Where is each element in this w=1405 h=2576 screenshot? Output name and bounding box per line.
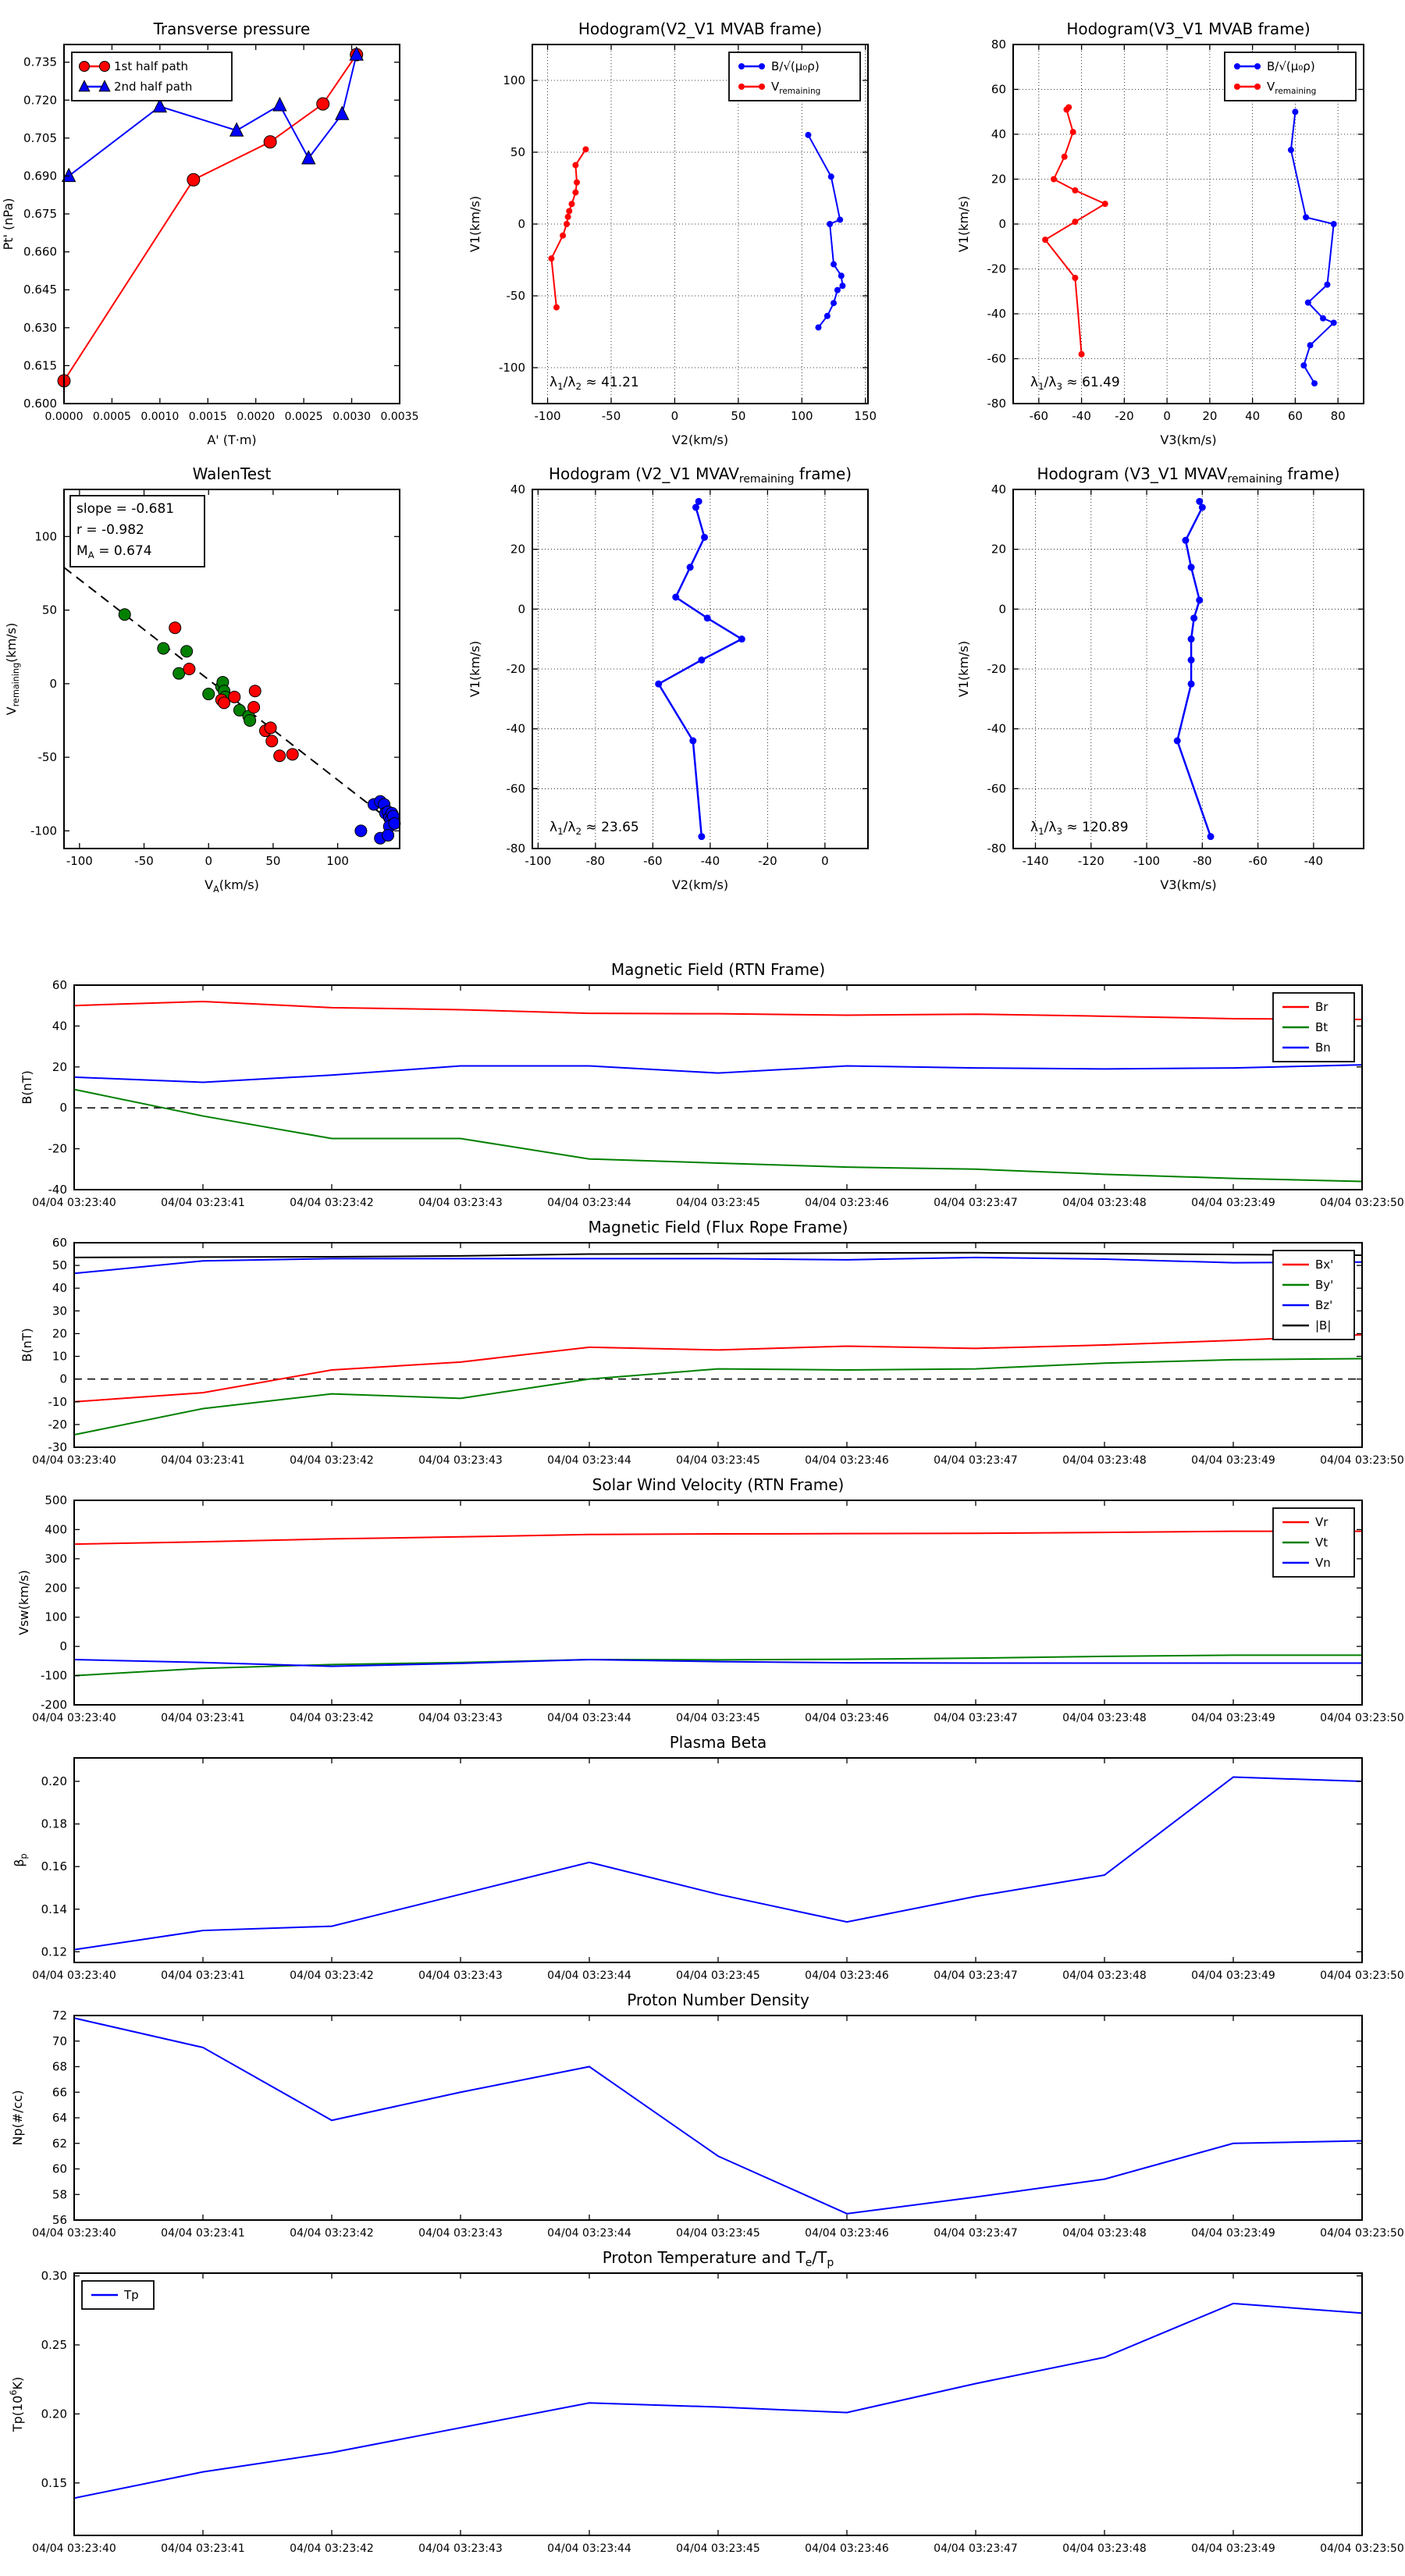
svg-text:04/04 03:23:43: 04/04 03:23:43: [418, 1454, 503, 1467]
svg-text:300: 300: [44, 1551, 67, 1566]
svg-text:30: 30: [52, 1304, 67, 1318]
svg-text:64: 64: [52, 2111, 67, 2125]
svg-text:-60: -60: [987, 781, 1006, 796]
svg-text:40: 40: [1245, 409, 1261, 423]
svg-text:04/04 03:23:42: 04/04 03:23:42: [290, 2227, 374, 2240]
svg-text:MA = 0.674: $M_A = 0.674$: [76, 543, 152, 560]
svg-text:04/04 03:23:43: 04/04 03:23:43: [418, 2542, 503, 2555]
svg-text:100: 100: [326, 854, 349, 868]
svg-text:04/04 03:23:46: 04/04 03:23:46: [805, 1969, 889, 1982]
svg-text:40: 40: [991, 482, 1006, 496]
svg-text:0: 0: [821, 854, 829, 868]
svg-text:04/04 03:23:44: 04/04 03:23:44: [547, 1197, 631, 1209]
svg-text:-40: -40: [48, 1183, 67, 1197]
svg-text:04/04 03:23:45: 04/04 03:23:45: [676, 2542, 760, 2555]
chart-title: Hodogram (V3_V1 $MVAV_{remaining}$ frame): [1037, 464, 1340, 486]
svg-text:04/04 03:23:45: 04/04 03:23:45: [676, 2227, 760, 2240]
chart-title: WalenTest: [192, 464, 272, 483]
svg-text:0.25: 0.25: [41, 2337, 67, 2352]
svg-text:-10: -10: [48, 1394, 67, 1409]
svg-text:04/04 03:23:47: 04/04 03:23:47: [934, 1969, 1018, 1982]
svg-text:20: 20: [991, 542, 1006, 557]
svg-text:04/04 03:23:42: 04/04 03:23:42: [290, 1197, 374, 1209]
chart-title: Magnetic Field (Flux Rope Frame): [588, 1218, 848, 1236]
svg-text:04/04 03:23:40: 04/04 03:23:40: [32, 1712, 116, 1724]
svg-text:200: 200: [44, 1581, 67, 1596]
svg-text:Vremaining: $V_{remaining}$: [1267, 80, 1317, 96]
svg-text:0.600: 0.600: [23, 397, 57, 411]
svg-text:04/04 03:23:50: 04/04 03:23:50: [1320, 1969, 1404, 1982]
svg-text:40: 40: [991, 127, 1006, 141]
svg-text:-100: -100: [30, 824, 57, 838]
svg-text:50: 50: [510, 145, 525, 159]
svg-text:0.12: 0.12: [41, 1944, 67, 1959]
svg-text:04/04 03:23:42: 04/04 03:23:42: [290, 1454, 374, 1467]
svg-text:04/04 03:23:40: 04/04 03:23:40: [32, 1197, 116, 1209]
svg-text:-50: -50: [134, 854, 154, 868]
annotation: $\lambda_1/\lambda_2 \approx 41.21$: [550, 375, 639, 392]
svg-text:04/04 03:23:44: 04/04 03:23:44: [547, 2542, 631, 2555]
svg-text:04/04 03:23:49: 04/04 03:23:49: [1191, 1969, 1275, 1982]
svg-text:By': By': [1315, 1278, 1334, 1292]
svg-text:0: 0: [59, 1372, 67, 1386]
svg-text:-80: -80: [987, 841, 1006, 856]
svg-text:-40: -40: [506, 721, 525, 736]
svg-text:04/04 03:23:45: 04/04 03:23:45: [676, 1969, 760, 1982]
svg-text:72: 72: [52, 2008, 67, 2023]
svg-text:60: 60: [52, 978, 67, 992]
svg-text:-40: -40: [987, 307, 1006, 321]
svg-text:0.645: 0.645: [23, 283, 57, 297]
svg-text:Br: Br: [1315, 1000, 1329, 1014]
svg-text:Vremaining: $V_{remaining}$: [771, 80, 821, 96]
svg-text:04/04 03:23:50: 04/04 03:23:50: [1320, 1454, 1404, 1467]
svg-text:0.14: 0.14: [41, 1902, 67, 1916]
svg-text:slope = -0.681: slope = -0.681: [76, 501, 175, 517]
svg-text:0.720: 0.720: [23, 93, 57, 108]
annotation: $\lambda_1/\lambda_3 \approx 120.89$: [1030, 820, 1129, 837]
svg-text:20: 20: [510, 542, 525, 557]
svg-text:Vn: Vn: [1315, 1556, 1331, 1570]
svg-text:60: 60: [1287, 409, 1303, 423]
svg-text:-200: -200: [40, 1698, 67, 1712]
svg-text:Bx': Bx': [1315, 1258, 1334, 1272]
svg-text:04/04 03:23:41: 04/04 03:23:41: [161, 1969, 245, 1982]
chart-title: Hodogram(V3_V1 MVAB frame): [1066, 20, 1311, 38]
svg-text:04/04 03:23:48: 04/04 03:23:48: [1062, 1969, 1147, 1982]
svg-text:04/04 03:23:40: 04/04 03:23:40: [32, 1969, 116, 1982]
svg-text:80: 80: [1330, 409, 1346, 423]
svg-text:150: 150: [854, 409, 877, 423]
svg-text:04/04 03:23:48: 04/04 03:23:48: [1062, 2227, 1147, 2240]
legend: [729, 52, 860, 101]
svg-text:2nd half path: 2nd half path: [114, 80, 193, 94]
svg-text:-120: -120: [1077, 854, 1104, 868]
svg-text:0.0015: 0.0015: [188, 411, 227, 423]
svg-text:-20: -20: [758, 854, 777, 868]
svg-text:-80: -80: [987, 397, 1006, 411]
chart-title: Proton Temperature and $T_e/T_p$: [602, 2248, 834, 2269]
svg-text:0.20: 0.20: [41, 2407, 67, 2421]
svg-text:-60: -60: [1248, 854, 1268, 868]
svg-text:-100: -100: [1133, 854, 1161, 868]
y-axis-label: $Tp(10^6K)$: [9, 2376, 25, 2432]
svg-text:04/04 03:23:45: 04/04 03:23:45: [676, 1454, 760, 1467]
svg-text:0.15: 0.15: [41, 2475, 67, 2490]
svg-text:04/04 03:23:43: 04/04 03:23:43: [418, 1197, 503, 1209]
svg-text:04/04 03:23:42: 04/04 03:23:42: [290, 2542, 374, 2555]
svg-text:50: 50: [731, 409, 746, 423]
svg-text:0.0000: 0.0000: [44, 411, 84, 423]
svg-text:0.675: 0.675: [23, 207, 57, 222]
svg-text:04/04 03:23:49: 04/04 03:23:49: [1191, 1712, 1275, 1724]
svg-text:Bt: Bt: [1315, 1020, 1329, 1034]
svg-text:0: 0: [998, 217, 1006, 231]
annotation: $\lambda_1/\lambda_3 \approx 61.49$: [1030, 375, 1120, 392]
legend: [1225, 52, 1356, 101]
svg-text:B/√(μ₀ρ): B/√(μ₀ρ): [1267, 59, 1315, 73]
svg-text:0: 0: [518, 602, 525, 617]
svg-text:-60: -60: [987, 351, 1006, 366]
svg-text:04/04 03:23:40: 04/04 03:23:40: [32, 2227, 116, 2240]
svg-text:0.0025: 0.0025: [284, 411, 323, 423]
svg-text:|B|: |B|: [1315, 1318, 1332, 1332]
chart-title: Hodogram(V2_V1 MVAB frame): [578, 20, 823, 38]
svg-text:-30: -30: [48, 1440, 67, 1454]
svg-text:-40: -40: [987, 721, 1006, 736]
svg-text:0: 0: [518, 217, 525, 231]
svg-text:50: 50: [41, 603, 57, 617]
legend: [72, 52, 232, 101]
info-box: [70, 496, 205, 567]
svg-text:0.705: 0.705: [23, 130, 57, 145]
y-axis-label: Vsw(km/s): [16, 1570, 31, 1635]
x-axis-label: V3(km/s): [1160, 432, 1217, 447]
svg-text:0.18: 0.18: [41, 1816, 67, 1831]
svg-text:04/04 03:23:45: 04/04 03:23:45: [676, 1712, 760, 1724]
svg-text:-50: -50: [506, 289, 525, 303]
svg-text:r = -0.982: r = -0.982: [76, 522, 144, 538]
y-axis-label: Pt' (nPa): [1, 197, 16, 251]
svg-text:0.0020: 0.0020: [237, 411, 276, 423]
svg-text:04/04 03:23:46: 04/04 03:23:46: [805, 2542, 889, 2555]
x-axis-label: V3(km/s): [1160, 877, 1217, 892]
svg-text:0: 0: [49, 676, 57, 691]
svg-text:04/04 03:23:50: 04/04 03:23:50: [1320, 2542, 1404, 2555]
svg-text:0: 0: [59, 1101, 67, 1115]
svg-text:-20: -20: [506, 662, 525, 676]
svg-text:-20: -20: [48, 1417, 67, 1432]
svg-text:60: 60: [52, 2161, 67, 2176]
svg-text:62: 62: [52, 2136, 67, 2151]
svg-text:0.735: 0.735: [23, 55, 57, 69]
svg-text:04/04 03:23:49: 04/04 03:23:49: [1191, 2227, 1275, 2240]
x-axis-label: A' (T·m): [207, 432, 257, 447]
svg-text:04/04 03:23:46: 04/04 03:23:46: [805, 1197, 889, 1209]
svg-text:04/04 03:23:40: 04/04 03:23:40: [32, 2542, 116, 2555]
svg-text:04/04 03:23:40: 04/04 03:23:40: [32, 1454, 116, 1467]
svg-text:04/04 03:23:47: 04/04 03:23:47: [934, 1454, 1018, 1467]
svg-text:100: 100: [790, 409, 813, 423]
svg-text:04/04 03:23:47: 04/04 03:23:47: [934, 1712, 1018, 1724]
svg-text:20: 20: [52, 1326, 67, 1341]
svg-text:0.615: 0.615: [23, 358, 57, 373]
x-axis-label: V2(km/s): [671, 432, 729, 447]
svg-text:Bz': Bz': [1315, 1298, 1333, 1312]
svg-text:50: 50: [265, 854, 281, 868]
chart-title: Proton Number Density: [627, 1991, 809, 2009]
svg-text:-20: -20: [1115, 409, 1134, 423]
svg-text:58: 58: [52, 2187, 67, 2202]
svg-text:04/04 03:23:41: 04/04 03:23:41: [161, 1712, 245, 1724]
svg-text:04/04 03:23:50: 04/04 03:23:50: [1320, 1197, 1404, 1209]
x-axis-label: $V_A(km/s)$: [205, 877, 259, 895]
svg-text:0: 0: [59, 1639, 67, 1654]
svg-text:0.0005: 0.0005: [92, 411, 131, 423]
svg-text:0: 0: [205, 854, 213, 868]
y-axis-label: Np(#/cc): [10, 2090, 25, 2146]
svg-text:100: 100: [503, 73, 525, 87]
svg-text:20: 20: [991, 172, 1006, 187]
svg-text:80: 80: [991, 37, 1006, 52]
svg-text:-100: -100: [534, 409, 561, 423]
legend: [82, 2281, 154, 2309]
svg-text:-100: -100: [525, 854, 552, 868]
svg-text:400: 400: [44, 1522, 67, 1537]
svg-text:60: 60: [991, 82, 1006, 97]
svg-text:-20: -20: [48, 1141, 67, 1156]
chart-title: Solar Wind Velocity (RTN Frame): [592, 1475, 845, 1494]
svg-text:-40: -40: [700, 854, 720, 868]
svg-text:-20: -20: [987, 662, 1006, 676]
svg-text:04/04 03:23:47: 04/04 03:23:47: [934, 2227, 1018, 2240]
svg-text:0: 0: [998, 602, 1006, 617]
svg-text:-100: -100: [66, 854, 93, 868]
svg-text:Vr: Vr: [1315, 1515, 1329, 1529]
svg-text:04/04 03:23:45: 04/04 03:23:45: [676, 1197, 760, 1209]
chart-title: Transverse pressure: [153, 20, 311, 38]
svg-text:04/04 03:23:46: 04/04 03:23:46: [805, 2227, 889, 2240]
svg-text:0.690: 0.690: [23, 169, 57, 183]
svg-text:04/04 03:23:47: 04/04 03:23:47: [934, 2542, 1018, 2555]
chart-title: Hodogram (V2_V1 $MVAV_{remaining}$ frame): [548, 464, 852, 486]
svg-text:10: 10: [52, 1349, 67, 1364]
svg-text:Tp: Tp: [124, 2288, 139, 2302]
y-axis-label: V1(km/s): [468, 195, 482, 253]
svg-text:-50: -50: [601, 409, 621, 423]
svg-text:0.0030: 0.0030: [333, 411, 372, 423]
svg-text:04/04 03:23:48: 04/04 03:23:48: [1062, 2542, 1147, 2555]
svg-text:0.660: 0.660: [23, 244, 57, 259]
svg-text:66: 66: [52, 2085, 67, 2100]
svg-text:04/04 03:23:43: 04/04 03:23:43: [418, 2227, 503, 2240]
legend: [1273, 1251, 1354, 1340]
svg-text:Vt: Vt: [1315, 1535, 1329, 1550]
svg-text:0.30: 0.30: [41, 2268, 67, 2283]
svg-text:-100: -100: [498, 361, 525, 375]
svg-text:04/04 03:23:49: 04/04 03:23:49: [1191, 1197, 1275, 1209]
svg-text:-40: -40: [1304, 854, 1324, 868]
svg-text:-60: -60: [643, 854, 663, 868]
y-axis-label: V1(km/s): [956, 195, 971, 253]
svg-text:0: 0: [670, 409, 679, 423]
svg-text:40: 40: [52, 1281, 67, 1296]
svg-text:-100: -100: [40, 1668, 67, 1683]
svg-text:04/04 03:23:41: 04/04 03:23:41: [161, 1454, 245, 1467]
svg-text:100: 100: [34, 529, 57, 544]
annotation: $\lambda_1/\lambda_2 \approx 23.65$: [550, 820, 639, 837]
svg-text:0.20: 0.20: [41, 1774, 67, 1789]
svg-text:50: 50: [52, 1258, 67, 1273]
x-axis-label: V2(km/s): [671, 877, 729, 892]
svg-text:04/04 03:23:41: 04/04 03:23:41: [161, 2227, 245, 2240]
legend: [1273, 993, 1354, 1062]
legend: [1273, 1508, 1354, 1577]
svg-text:500: 500: [44, 1493, 67, 1507]
svg-text:0.630: 0.630: [23, 320, 57, 335]
svg-text:04/04 03:23:46: 04/04 03:23:46: [805, 1712, 889, 1724]
svg-text:0.0010: 0.0010: [140, 411, 180, 423]
svg-text:04/04 03:23:42: 04/04 03:23:42: [290, 1712, 374, 1724]
svg-text:04/04 03:23:43: 04/04 03:23:43: [418, 1969, 503, 1982]
chart-title: Plasma Beta: [669, 1733, 767, 1752]
svg-text:-60: -60: [1029, 409, 1049, 423]
y-axis-label: $\beta_p$: [12, 1853, 29, 1867]
svg-text:0.16: 0.16: [41, 1859, 67, 1874]
svg-text:04/04 03:23:44: 04/04 03:23:44: [547, 1454, 631, 1467]
svg-text:40: 40: [52, 1019, 67, 1034]
svg-text:04/04 03:23:43: 04/04 03:23:43: [418, 1712, 503, 1724]
svg-text:60: 60: [52, 1236, 67, 1250]
svg-text:-80: -80: [1193, 854, 1212, 868]
y-axis-label: V1(km/s): [468, 640, 482, 698]
y-axis-label: V1(km/s): [956, 640, 971, 698]
svg-text:-140: -140: [1022, 854, 1049, 868]
svg-text:-80: -80: [585, 854, 606, 868]
svg-text:04/04 03:23:44: 04/04 03:23:44: [547, 1712, 631, 1724]
svg-text:04/04 03:23:49: 04/04 03:23:49: [1191, 2542, 1275, 2555]
svg-text:68: 68: [52, 2059, 67, 2074]
svg-text:0.0035: 0.0035: [380, 411, 419, 423]
svg-text:-60: -60: [506, 781, 525, 796]
svg-text:04/04 03:23:48: 04/04 03:23:48: [1062, 1712, 1147, 1724]
y-axis-label: $V_{remaining}(km/s)$: [4, 622, 21, 716]
svg-text:56: 56: [52, 2213, 67, 2227]
svg-text:04/04 03:23:42: 04/04 03:23:42: [290, 1969, 374, 1982]
svg-text:04/04 03:23:50: 04/04 03:23:50: [1320, 1712, 1404, 1724]
svg-text:04/04 03:23:48: 04/04 03:23:48: [1062, 1197, 1147, 1209]
svg-text:100: 100: [44, 1610, 67, 1624]
svg-text:1st half path: 1st half path: [114, 59, 189, 73]
svg-text:-50: -50: [37, 750, 57, 765]
svg-text:04/04 03:23:41: 04/04 03:23:41: [161, 2542, 245, 2555]
svg-text:20: 20: [1202, 409, 1218, 423]
svg-text:0: 0: [1163, 409, 1171, 423]
chart-title: Magnetic Field (RTN Frame): [610, 960, 826, 979]
y-axis-label: B(nT): [20, 1328, 34, 1362]
svg-text:B/√(μ₀ρ): B/√(μ₀ρ): [771, 59, 820, 73]
svg-text:-40: -40: [1072, 409, 1091, 423]
svg-text:04/04 03:23:48: 04/04 03:23:48: [1062, 1454, 1147, 1467]
svg-text:70: 70: [52, 2033, 67, 2048]
svg-text:-80: -80: [506, 841, 525, 856]
svg-text:04/04 03:23:50: 04/04 03:23:50: [1320, 2227, 1404, 2240]
svg-text:04/04 03:23:47: 04/04 03:23:47: [934, 1197, 1018, 1209]
svg-text:04/04 03:23:44: 04/04 03:23:44: [547, 2227, 631, 2240]
svg-text:04/04 03:23:46: 04/04 03:23:46: [805, 1454, 889, 1467]
svg-text:04/04 03:23:44: 04/04 03:23:44: [547, 1969, 631, 1982]
y-axis-label: B(nT): [20, 1070, 34, 1105]
svg-text:Bn: Bn: [1315, 1041, 1331, 1055]
svg-text:-20: -20: [987, 262, 1006, 276]
svg-text:04/04 03:23:49: 04/04 03:23:49: [1191, 1454, 1275, 1467]
svg-text:04/04 03:23:41: 04/04 03:23:41: [161, 1197, 245, 1209]
svg-text:20: 20: [52, 1059, 67, 1074]
svg-text:40: 40: [510, 482, 525, 496]
